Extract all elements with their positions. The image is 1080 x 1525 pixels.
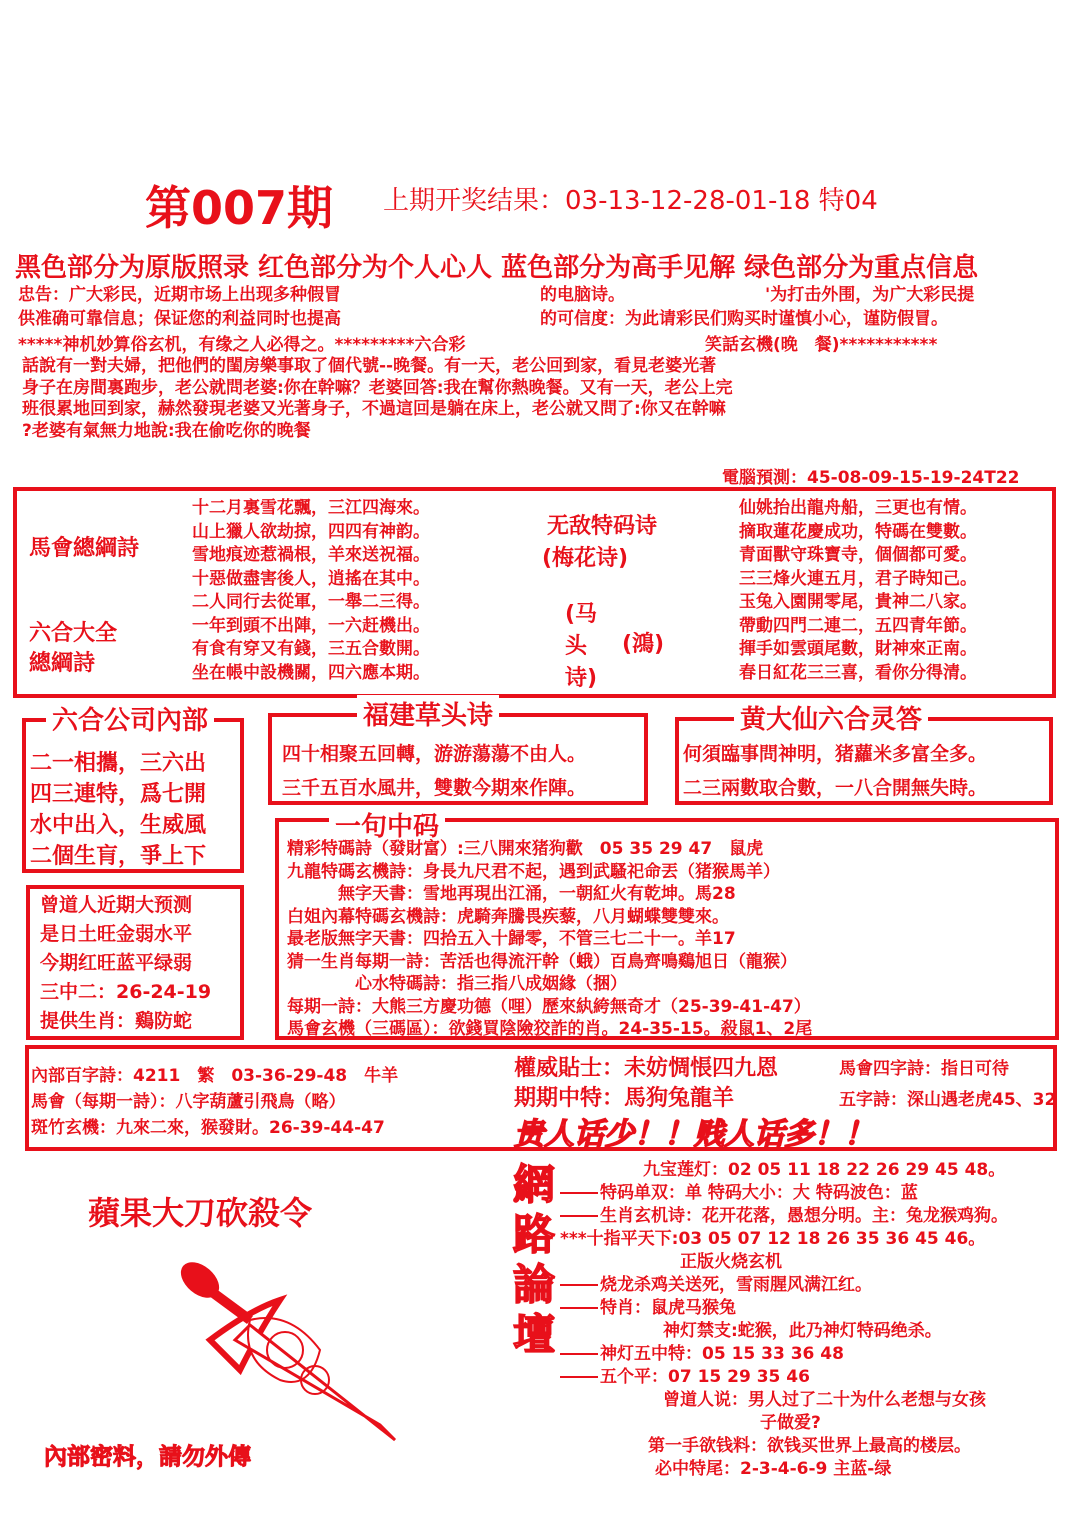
yiju-line: 馬會玄機（三碼區）：欲錢買陰險狡詐的肖。24-35-15。殺鼠1、2尾	[287, 1019, 813, 1039]
forum-line: 必中特尾：2-3-4-6-9 主蓝-绿	[655, 1459, 892, 1479]
huangdaxian-line: 二三兩數取合數，一八合開無失時。	[683, 777, 988, 799]
tips-box	[25, 1045, 1057, 1151]
poem-line: 十二月裏雪花飄，三江四海來。	[192, 498, 430, 518]
poem-line: 玉兔入園開零尾，貴神二八家。	[739, 592, 977, 612]
tips-line: 斑竹玄機：九來二來，猴發財。26-39-44-47	[31, 1118, 385, 1138]
poem-line: 三三烽火連五月，君子時知己。	[739, 568, 977, 589]
divider-right: 笑話玄機(晚 餐)***********	[705, 335, 938, 355]
fujian-line: 三千五百水風井，雙數今期來作陣。	[282, 777, 587, 799]
fujian-box	[268, 701, 648, 805]
daoren-line: 是日土旺金弱水平	[40, 923, 193, 945]
forum-line	[560, 1339, 844, 1364]
poem-line: 揮手如雲頭尾數，財神來正南。	[739, 639, 977, 659]
notice-left-2: 供准确可靠信息；保证您的利益同时也提高	[18, 309, 341, 329]
daoren-line: 提供生肖：鷄防蛇	[40, 1010, 193, 1032]
huangdaxian-lines	[683, 737, 987, 805]
yiju-line: 精彩特碼詩（發財富）:三八開來猪狗歡 05 35 29 47 鼠虎	[287, 839, 764, 859]
forum-title-char: 論	[513, 1260, 556, 1309]
forum-title-char: 壇	[513, 1310, 556, 1359]
forum-text: 生肖玄机诗：花开花落，愚想分明。主：兔龙猴鸡狗。	[600, 1206, 1008, 1226]
forum-text: 神灯五中特：05 15 33 36 48	[600, 1344, 844, 1364]
sword-icon	[140, 1240, 420, 1460]
poem-right	[739, 497, 977, 685]
joke-line: 身子在房間裏跑步，老公就問老婆:你在幹嘛？老婆回答:我在幫你熱晚餐。又有一天，老公上完	[22, 377, 733, 398]
yiju-box	[275, 812, 1059, 1040]
joke-text	[22, 356, 733, 442]
poem-line: 摘取蓮花慶成功，特碼在雙數。	[739, 521, 977, 542]
yiju-line: 白姐內幕特碼玄機詩：虎騎奔騰畏疾藜，八月蝴蝶雙雙來。	[287, 906, 729, 927]
poem-char: 头	[565, 634, 588, 659]
joke-line: ?老婆有氣無力地說:我在偷吃你的晚餐	[22, 420, 311, 441]
poem-title-2a: 六合大全	[29, 621, 118, 646]
fujian-lines	[282, 737, 586, 805]
notice-right-1: 的电脑诗。	[540, 285, 625, 305]
poem-center-vertical	[565, 599, 597, 695]
divider-left: *****神机妙算俗玄机，有缘之人必得之。*********六合彩	[18, 335, 466, 355]
poem-title-1: 馬會總綱詩	[29, 536, 140, 561]
daoren-box	[26, 885, 244, 1040]
forum-line	[560, 1362, 810, 1387]
forum-line	[560, 1201, 1008, 1226]
daoren-line: 三中二：26-24-19	[40, 981, 212, 1003]
yiju-line: 心水特碼詩：指三指八成姻緣（捆）	[287, 974, 627, 994]
every-issue: 期期中特：馬狗兔龍羊	[514, 1086, 735, 1111]
yiju-line: 猜一生肖每期一詩：苦活也得流汗幹（蛾）百鳥齊鳴鷄旭日（龍猴）	[287, 951, 797, 972]
huangdaxian-box	[675, 705, 1053, 805]
poem-line: 有食有穿又有錢，三五合數開。	[192, 639, 430, 659]
joke-line: 班很累地回到家，赫然發現老婆又光著身子，不過這回是躺在床上，老公就又問了:你又在幹嘛	[22, 399, 726, 419]
poems-box	[13, 487, 1056, 698]
huangdaxian-line: 何須臨事問神明，猪蘿米多富全多。	[683, 743, 988, 765]
company-line: 二一相攜，三六出	[30, 751, 207, 776]
forum-line: 正版火烧玄机	[680, 1252, 782, 1272]
yiju-lines	[287, 838, 812, 1041]
color-legend: 黑色部分为原版照录 红色部分为个人心人 蓝色部分为高手见解 绿色部分为重点信息	[15, 253, 979, 283]
huangdaxian-title: 黄大仙六合灵答	[734, 699, 928, 736]
four-char-poem: 馬會四字詩：指日可待	[839, 1059, 1009, 1079]
forum-text: 特码单双：单 特码大小：大 特码波色：蓝	[600, 1183, 918, 1203]
forum-title-char: 路	[513, 1210, 556, 1259]
slogan: 贵人话少！！贱人话多！！	[514, 1117, 874, 1152]
tips-left	[31, 1063, 398, 1141]
poem-line: 山上獵人欲劫掠，四四有神韵。	[192, 521, 430, 542]
forum-line	[560, 1270, 872, 1295]
poem-char: 诗)	[565, 666, 598, 691]
poem-line: 春日紅花三三喜，看你分得清。	[739, 662, 977, 683]
authority-tip: 權威貼士：未妨惆悵四九恩	[514, 1056, 779, 1081]
daoren-line: 今期红旺蓝平绿弱	[40, 952, 193, 974]
issue-number: 第007期	[145, 181, 334, 235]
yiju-line: 無字天書：雪地再現出江涌，一朝紅火有乾坤。馬28	[287, 884, 736, 904]
poem-line: 二人同行去從軍，一舉二三得。	[192, 592, 430, 612]
yiju-title: 一句中码	[329, 806, 445, 843]
poem-line: 雪地痕迹惹禍根，羊來送祝福。	[192, 545, 430, 565]
poem-line: 仙姚抬出龍舟船，三更也有情。	[739, 498, 977, 518]
daoren-line: 曾道人近期大预测	[40, 894, 193, 916]
daoren-lines	[40, 891, 211, 1036]
yiju-line: 九龍特碼玄機詩：身長九尺君不起，遇到武騷祀命丟（猪猴馬羊）	[287, 861, 780, 882]
tips-line: 內部百字詩：4211 繁 03-36-29-48 牛羊	[31, 1066, 399, 1086]
company-line: 水中出入，生威風	[30, 813, 207, 838]
fujian-title: 福建草头诗	[357, 695, 499, 732]
poem-line: 坐在帳中設機關，四六應本期。	[192, 662, 430, 683]
notice-right-1b: '为打击外围，为广大彩民提	[765, 285, 975, 305]
apple-footer: 內部密料，請勿外傳	[44, 1444, 251, 1470]
last-result: 上期开奖结果：03-13-12-28-01-18 特04	[383, 186, 878, 216]
forum-title-char: 網	[513, 1160, 556, 1209]
forum-line: 第一手欲钱料：欲钱买世界上最高的楼层。	[648, 1436, 971, 1456]
forum-text: 特肖：鼠虎马猴兔	[600, 1298, 736, 1318]
company-lines	[30, 748, 206, 872]
yiju-line: 最老版無字天書：四拾五入十歸零，不管三七二十一。羊17	[287, 929, 736, 949]
company-box	[22, 706, 244, 873]
forum-title	[513, 1160, 555, 1360]
poem-center-title: 无敌特码诗	[547, 514, 658, 539]
poem-center-sub: (梅花诗)	[542, 546, 629, 571]
computer-prediction: 電腦預測：45-08-09-15-19-24T22	[722, 463, 1019, 490]
five-char-poem: 五字詩：深山遇老虎45、32	[839, 1090, 1057, 1110]
forum-text: 烧龙杀鸡关送死，雪雨腥风满江红。	[600, 1275, 872, 1295]
apple-title: 蘋果大刀砍殺令	[88, 1194, 313, 1232]
notice-right-2: 的可信度：为此请彩民们购买时谨慎小心，谨防假冒。	[540, 309, 948, 329]
forum-line: 曾道人说：男人过了二十为什么老想与女孩	[663, 1390, 986, 1410]
poem-center-hong: (鴻)	[622, 632, 665, 657]
poem-title-2b: 總綱詩	[29, 651, 96, 676]
poem-line: 帶動四門二連二，五四青年節。	[739, 615, 977, 636]
company-title: 六合公司內部	[46, 700, 214, 737]
forum-line: 九宝莲灯：02 05 11 18 22 26 29 45 48。	[643, 1160, 1006, 1180]
poem-char: (马	[565, 602, 598, 627]
poem-middle	[192, 497, 430, 685]
company-line: 四三連特，爲七開	[30, 782, 207, 807]
fujian-line: 四十相聚五回轉，游游蕩蕩不由人。	[282, 743, 587, 765]
poem-line: 十惡做盡害後人，逍搖在其中。	[192, 568, 430, 589]
notice-left-1: 忠告：广大彩民，近期市场上出现多种假冒	[18, 285, 341, 305]
yiju-line: 每期一詩：大熊三方慶功德（哩）歷來紈絝無奇才（25-39-41-47）	[287, 996, 811, 1017]
company-line: 二個生肓，爭上下	[30, 844, 207, 869]
forum-text: 五个平：07 15 29 35 46	[600, 1367, 810, 1387]
forum-line: 神灯禁支:蛇猴，此乃神灯特码绝杀。	[663, 1321, 942, 1341]
poem-line: 一年到頭不出陣，一六赶機出。	[192, 615, 430, 636]
forum-line: ***十指平天下:03 05 07 12 18 26 35 36 45 46。	[560, 1229, 986, 1249]
joke-line: 話說有一對夫婦，把他們的閨房樂事取了個代號--晚餐。有一天，老公回到家，看見老婆光著	[22, 356, 717, 376]
poem-line: 青面獸守珠寶寺，個個都可愛。	[739, 545, 977, 565]
tips-line: 馬會（每期一詩）：八字葫蘆引飛鳥（略）	[31, 1092, 346, 1112]
forum-line	[560, 1178, 918, 1203]
forum-line: 子做爱?	[760, 1413, 821, 1433]
forum-line	[560, 1293, 736, 1318]
